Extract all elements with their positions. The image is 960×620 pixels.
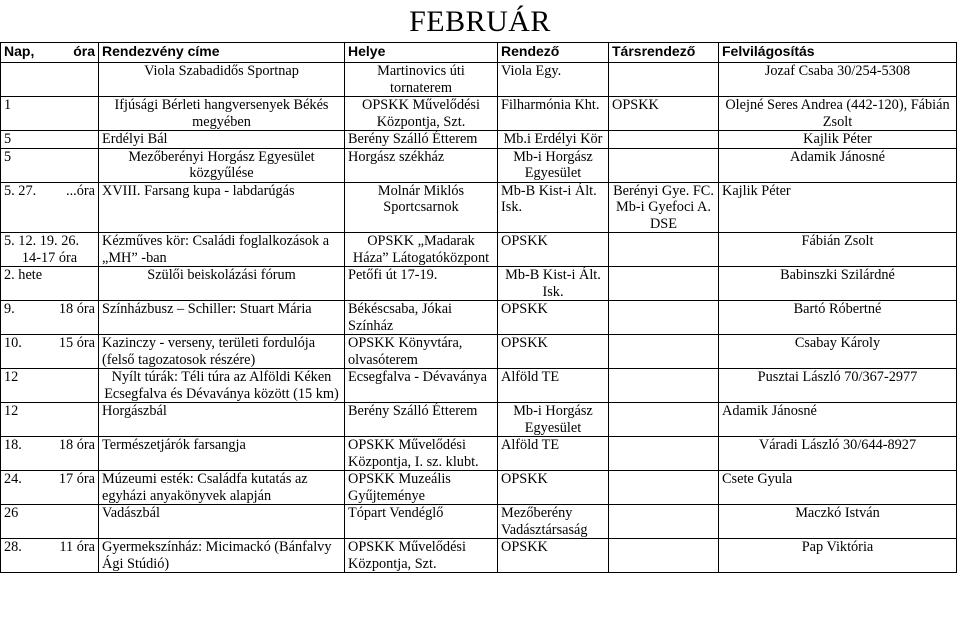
cell-organizer: Filharmónia Kht. [498, 97, 609, 131]
table-row [1, 97, 957, 131]
cell-contact: Csete Gyula [719, 471, 957, 505]
cell-nap: 5. 12. 19. 26. [4, 233, 80, 249]
cell-organizer: Mb-B Kist-i Ált. Isk. [498, 182, 609, 233]
cell-ora: 17 óra [58, 471, 95, 487]
cell-date [1, 369, 99, 403]
cell-date [1, 97, 99, 131]
cell-nap: 12 [4, 369, 19, 385]
table-row [1, 233, 957, 267]
table-row [1, 267, 957, 301]
cell-co-organizer [609, 131, 719, 149]
cell-nap: 12 [4, 403, 19, 419]
cell-organizer: Alföld TE [498, 369, 609, 403]
cell-contact: Bartó Róbertné [719, 301, 957, 335]
cell-contact: Adamik Jánosné [719, 403, 957, 437]
cell-ora: 11 óra [59, 539, 95, 555]
cell-location: OPSKK „Madarak Háza” Látogatóközpont [345, 233, 498, 267]
cell-location: Molnár Miklós Sportcsarnok [345, 182, 498, 233]
cell-contact: Pusztai László 70/367-2977 [719, 369, 957, 403]
cell-contact: Babinszki Szilárdné [719, 267, 957, 301]
cell-date [1, 233, 99, 267]
header-felvilagositas: Felvilágosítás [719, 43, 957, 63]
cell-nap: 2. hete [4, 267, 43, 283]
header-nap: Nap, [4, 43, 35, 59]
cell-date [1, 471, 99, 505]
header-rendezveny: Rendezvény címe [99, 43, 345, 63]
cell-organizer: Mb-i Horgász Egyesület [498, 148, 609, 182]
table-row [1, 539, 957, 573]
cell-co-organizer [609, 505, 719, 539]
cell-organizer: Mb-B Kist-i Ált. Isk. [498, 267, 609, 301]
cell-contact: Kajlik Péter [719, 182, 957, 233]
header-tarsrendezo: Társrendező [609, 43, 719, 63]
cell-organizer: Mb-i Horgász Egyesület [498, 403, 609, 437]
cell-event-title: Ifjúsági Bérleti hangversenyek Békés megyében [99, 97, 345, 131]
table-row [1, 437, 957, 471]
cell-date [1, 505, 99, 539]
table-row [1, 403, 957, 437]
table-row [1, 369, 957, 403]
cell-co-organizer [609, 539, 719, 573]
cell-co-organizer [609, 369, 719, 403]
cell-event-title: Viola Szabadidős Sportnap [99, 63, 345, 97]
events-table [0, 42, 957, 573]
cell-contact: Olejné Seres Andrea (442-120), Fábián Zsolt [719, 97, 957, 131]
cell-organizer: Mb.i Erdélyi Kör [498, 131, 609, 149]
cell-ora: 14-17 óra [21, 249, 78, 266]
table-row [1, 131, 957, 149]
cell-date [1, 335, 99, 369]
cell-date [1, 437, 99, 471]
cell-event-title: Kézműves kör: Családi foglalkozások a „MH” -ban [99, 233, 345, 267]
cell-location: OPSKK Könyvtára, olvasóterem [345, 335, 498, 369]
cell-date [1, 131, 99, 149]
table-row [1, 301, 957, 335]
cell-organizer: OPSKK [498, 233, 609, 267]
cell-nap: 5 [4, 131, 12, 147]
cell-co-organizer: Berényi Gye. FC. Mb-i Gyefoci A. DSE [609, 182, 719, 233]
cell-event-title: Vadászbál [99, 505, 345, 539]
cell-event-title: Erdélyi Bál [99, 131, 345, 149]
cell-location: OPSKK Művelődési Központja, Szt. [345, 539, 498, 573]
cell-location: OPSKK Művelődési Központja, Szt. [345, 97, 498, 131]
cell-organizer: Viola Egy. [498, 63, 609, 97]
cell-event-title: Múzeumi esték: Családfa kutatás az egyházi anyakönyvek alapján [99, 471, 345, 505]
cell-location: Petőfi út 17-19. [345, 267, 498, 301]
cell-nap: 5 [4, 148, 12, 165]
cell-location: Békéscsaba, Jókai Színház [345, 301, 498, 335]
table-row [1, 148, 957, 182]
cell-location: Berény Szálló Étterem [345, 131, 498, 149]
cell-date [1, 267, 99, 301]
table-row [1, 471, 957, 505]
cell-contact: Váradi László 30/644-8927 [719, 437, 957, 471]
cell-contact: Jozaf Csaba 30/254-5308 [719, 63, 957, 97]
header-rendezo: Rendező [498, 43, 609, 63]
cell-nap: 28. [4, 539, 22, 555]
cell-date [1, 301, 99, 335]
cell-event-title: Mezőberényi Horgász Egyesület közgyűlése [99, 148, 345, 182]
cell-date [1, 63, 99, 97]
cell-date [1, 148, 99, 182]
cell-nap: 18. [4, 437, 22, 453]
cell-contact: Maczkó István [719, 505, 957, 539]
cell-event-title: Nyílt túrák: Téli túra az Alföldi Kéken Ecsegfalva és Dévaványa között (15 km) [99, 369, 345, 403]
header-ora: óra [73, 43, 95, 59]
cell-contact: Adamik Jánosné [719, 148, 957, 182]
cell-contact: Pap Viktória [719, 539, 957, 573]
cell-location: Martinovics úti tornaterem [345, 63, 498, 97]
cell-date [1, 539, 99, 573]
cell-contact: Kajlik Péter [719, 131, 957, 149]
cell-event-title: Gyermekszínház: Micimackó (Bánfalvy Ági Stúdió) [99, 539, 345, 573]
table-header-row [1, 43, 957, 63]
table-row [1, 505, 957, 539]
cell-date [1, 182, 99, 233]
cell-co-organizer [609, 63, 719, 97]
cell-organizer: OPSKK [498, 335, 609, 369]
page-title: FEBRUÁR [409, 5, 551, 38]
cell-location: OPSKK Muzeális Gyűjteménye [345, 471, 498, 505]
header-helye: Helye [345, 43, 498, 63]
table-row [1, 335, 957, 369]
cell-co-organizer [609, 301, 719, 335]
cell-date [1, 403, 99, 437]
cell-location: Berény Szálló Étterem [345, 403, 498, 437]
cell-co-organizer: OPSKK [609, 97, 719, 131]
cell-co-organizer [609, 437, 719, 471]
cell-organizer: OPSKK [498, 539, 609, 573]
cell-ora: 18 óra [58, 437, 95, 453]
header-nap-ora [1, 43, 99, 63]
cell-event-title: Horgászbál [99, 403, 345, 437]
cell-event-title: Természetjárók farsangja [99, 437, 345, 471]
cell-nap: 24. [4, 471, 22, 487]
cell-event-title: Kazinczy - verseny, területi fordulója (felső tagozatosok részére) [99, 335, 345, 369]
cell-nap: 1 [4, 97, 12, 113]
cell-nap: 9. [4, 301, 15, 317]
cell-event-title: XVIII. Farsang kupa - labdarúgás [99, 182, 345, 233]
table-row [1, 182, 957, 233]
cell-co-organizer [609, 471, 719, 505]
cell-location: Horgász székház [345, 148, 498, 182]
table-row [1, 63, 957, 97]
cell-location: OPSKK Művelődési Központja, I. sz. klubt. [345, 437, 498, 471]
cell-ora: 15 óra [58, 335, 95, 351]
cell-co-organizer [609, 403, 719, 437]
cell-location: Ecsegfalva - Dévaványa [345, 369, 498, 403]
cell-nap: 26 [4, 505, 19, 521]
cell-nap: 10. [4, 335, 22, 351]
cell-organizer: Mezőberény Vadásztársaság [498, 505, 609, 539]
cell-organizer: OPSKK [498, 471, 609, 505]
cell-organizer: OPSKK [498, 301, 609, 335]
cell-co-organizer [609, 335, 719, 369]
cell-location: Tópart Vendéglő [345, 505, 498, 539]
cell-co-organizer [609, 267, 719, 301]
cell-nap: 5. 27. [4, 182, 37, 199]
cell-contact: Csabay Károly [719, 335, 957, 369]
cell-event-title: Szülői beiskolázási fórum [99, 267, 345, 301]
cell-co-organizer [609, 233, 719, 267]
cell-contact: Fábián Zsolt [719, 233, 957, 267]
cell-ora: ...óra [66, 182, 95, 199]
cell-organizer: Alföld TE [498, 437, 609, 471]
cell-event-title: Színházbusz – Schiller: Stuart Mária [99, 301, 345, 335]
cell-ora: 18 óra [58, 301, 95, 317]
cell-co-organizer [609, 148, 719, 182]
